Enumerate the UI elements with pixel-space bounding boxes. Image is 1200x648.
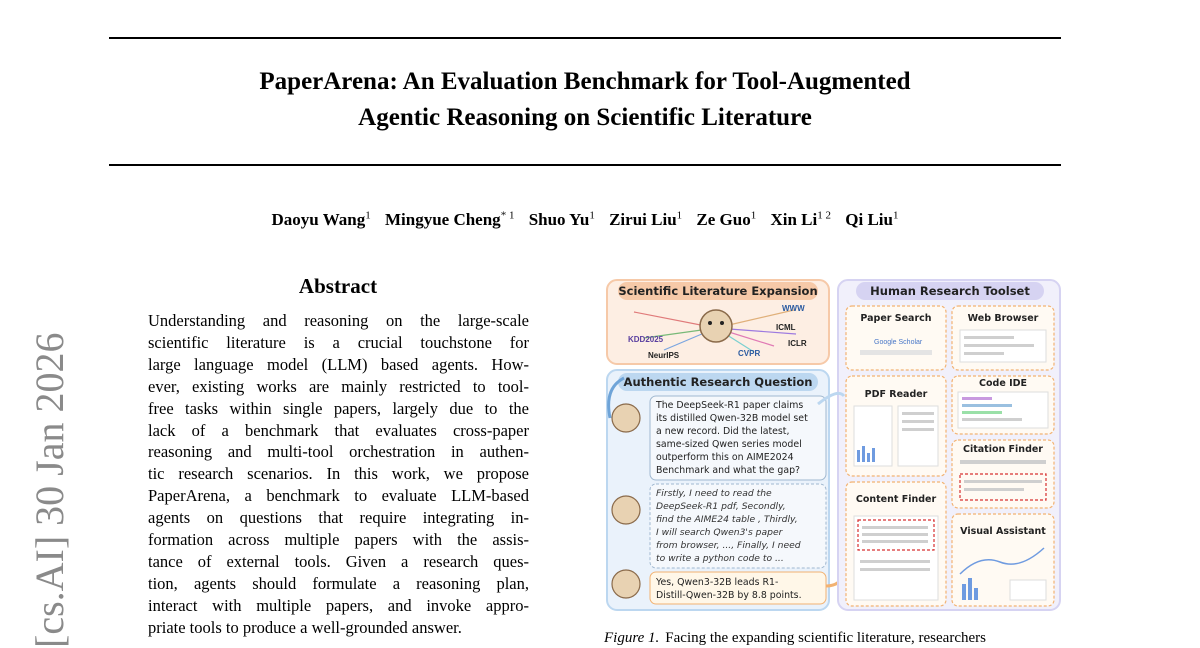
figure-caption: [604, 630, 1064, 647]
author: Xin $Li^{1 2}$: [770, 209, 831, 229]
tool-label: Visual Assistant: [960, 526, 1046, 537]
tool-paper-search: [846, 306, 946, 370]
venue-logo: NeurIPS: [648, 351, 680, 360]
abstract-line: interact with multiple papers, and invoke appro-: [148, 595, 529, 615]
mascot-eye: [708, 321, 712, 325]
author: Mingyue Cheng$^{* 1}$: [384, 209, 515, 229]
top-rule: [109, 37, 1061, 39]
google-scholar-logo: Google Scholar: [874, 339, 923, 346]
question-line: same-sized Qwen series model: [656, 439, 802, 450]
abstract-heading: Abstract: [298, 274, 378, 298]
abstract-line: ever, existing works are mainly restricted to tool-: [148, 376, 529, 396]
toolset-title: Human Research Toolset: [870, 284, 1030, 298]
abstract-line: tion, agents should formulate a reasoning plan,: [148, 573, 529, 593]
caption-text: Facing the expanding scientific literature, researchers: [665, 630, 986, 646]
abstract-line: formation across multiple papers with the assis-: [148, 530, 529, 550]
abstract-line: priate tools to produce a well-grounded answer.: [148, 617, 462, 637]
tool-code-ide: [952, 376, 1054, 434]
tool-label: Paper Search: [860, 313, 932, 324]
venue-logo: WWW: [782, 304, 805, 313]
title-line: Agentic Reasoning on Scientific Literature: [358, 104, 812, 131]
tool-pdf-reader: [846, 376, 946, 476]
bottom-rule: [109, 164, 1061, 166]
caption-label: Figure 1.: [604, 630, 660, 646]
plan-line: I will search Qwen3's paper: [656, 527, 783, 538]
author: Shuo Yu$^1$: [528, 209, 595, 229]
plan-line: to write a python code to ...: [656, 553, 784, 564]
answer-line: Distill-Qwen-32B by 8.8 points.: [656, 590, 802, 601]
question-title: Authentic Research Question: [623, 375, 813, 389]
abstract-line: tance of external tools. Given a research ques-: [148, 551, 529, 571]
tool-content-finder: [846, 482, 946, 606]
abstract-line: agents on questions that require integrating in-: [148, 508, 529, 528]
plan-line: Firstly, I need to read the: [656, 488, 772, 499]
tool-citation-finder: [952, 440, 1054, 508]
answer-line: Yes, Qwen3-32B leads R1-: [656, 577, 779, 588]
abstract-line: tic research scenarios. In this work, we propose: [148, 464, 529, 484]
abstract-line: Understanding and reasoning on the large-scale: [148, 311, 529, 330]
tool-web-browser: [952, 306, 1054, 370]
abstract-line: large language model (LLM) based agents. How-: [148, 354, 529, 374]
venue-logo: ICML: [776, 323, 796, 332]
plan-line: find the AIME24 table , Thirdly,: [656, 514, 798, 525]
abstract-line: PaperArena, a benchmark to evaluate LLM-based: [148, 486, 529, 506]
abstract-body: [148, 310, 529, 639]
author: Daoyu Wang$^1$: [271, 209, 371, 229]
plan-line: from browser, ..., Finally, I need: [656, 540, 801, 551]
abstract-line: scientific literature is a crucial touchstone for: [148, 332, 529, 352]
author: Zirui Liu$^1$: [609, 209, 683, 229]
author: Qi Liu$^1$: [845, 209, 899, 229]
question-line: Benchmark and what the gap?: [656, 465, 800, 476]
tool-label: PDF Reader: [864, 389, 928, 400]
venue-logo: ICLR: [788, 339, 807, 348]
plan-mascot: [612, 496, 640, 524]
expansion-title: Scientific Literature Expansion: [618, 284, 818, 298]
tool-label: Web Browser: [967, 313, 1039, 324]
question-line: its distilled Qwen-32B model set: [656, 413, 808, 424]
author-list: [109, 209, 1061, 230]
question-line: The DeepSeek-R1 paper claims: [656, 400, 804, 411]
title-line: PaperArena: An Evaluation Benchmark for Tool-Augmented: [259, 68, 911, 95]
tool-visual-assistant: [952, 514, 1054, 606]
paper-title: [109, 64, 1061, 136]
tool-label: Code IDE: [979, 378, 1027, 389]
abstract-line: free tasks within single papers, largely due to the: [148, 398, 529, 418]
venue-logo: CVPR: [738, 349, 761, 358]
tool-label: Citation Finder: [962, 444, 1044, 455]
answer-mascot: [612, 570, 640, 598]
question-line: a new record. Did the latest,: [656, 426, 790, 437]
abstract-line: reasoning and multi-tool orchestration in authen-: [148, 442, 529, 462]
researcher-mascot: [700, 310, 732, 342]
abstract-line: lack of a benchmark that evaluates cross-paper: [148, 420, 529, 440]
mascot-eye: [720, 321, 724, 325]
figure-1-diagram: [604, 278, 1062, 614]
venue-logo: KDD2025: [628, 335, 664, 344]
plan-line: DeepSeek-R1 pdf, Secondly,: [656, 501, 786, 512]
question-mascot: [612, 404, 640, 432]
arxiv-stamp: [cs.AI] 30 Jan 2026: [27, 332, 72, 648]
author: Ze Guo$^1$: [696, 209, 757, 229]
tool-label: Content Finder: [855, 494, 937, 505]
question-line: outperform this on AIME2024: [656, 452, 794, 463]
